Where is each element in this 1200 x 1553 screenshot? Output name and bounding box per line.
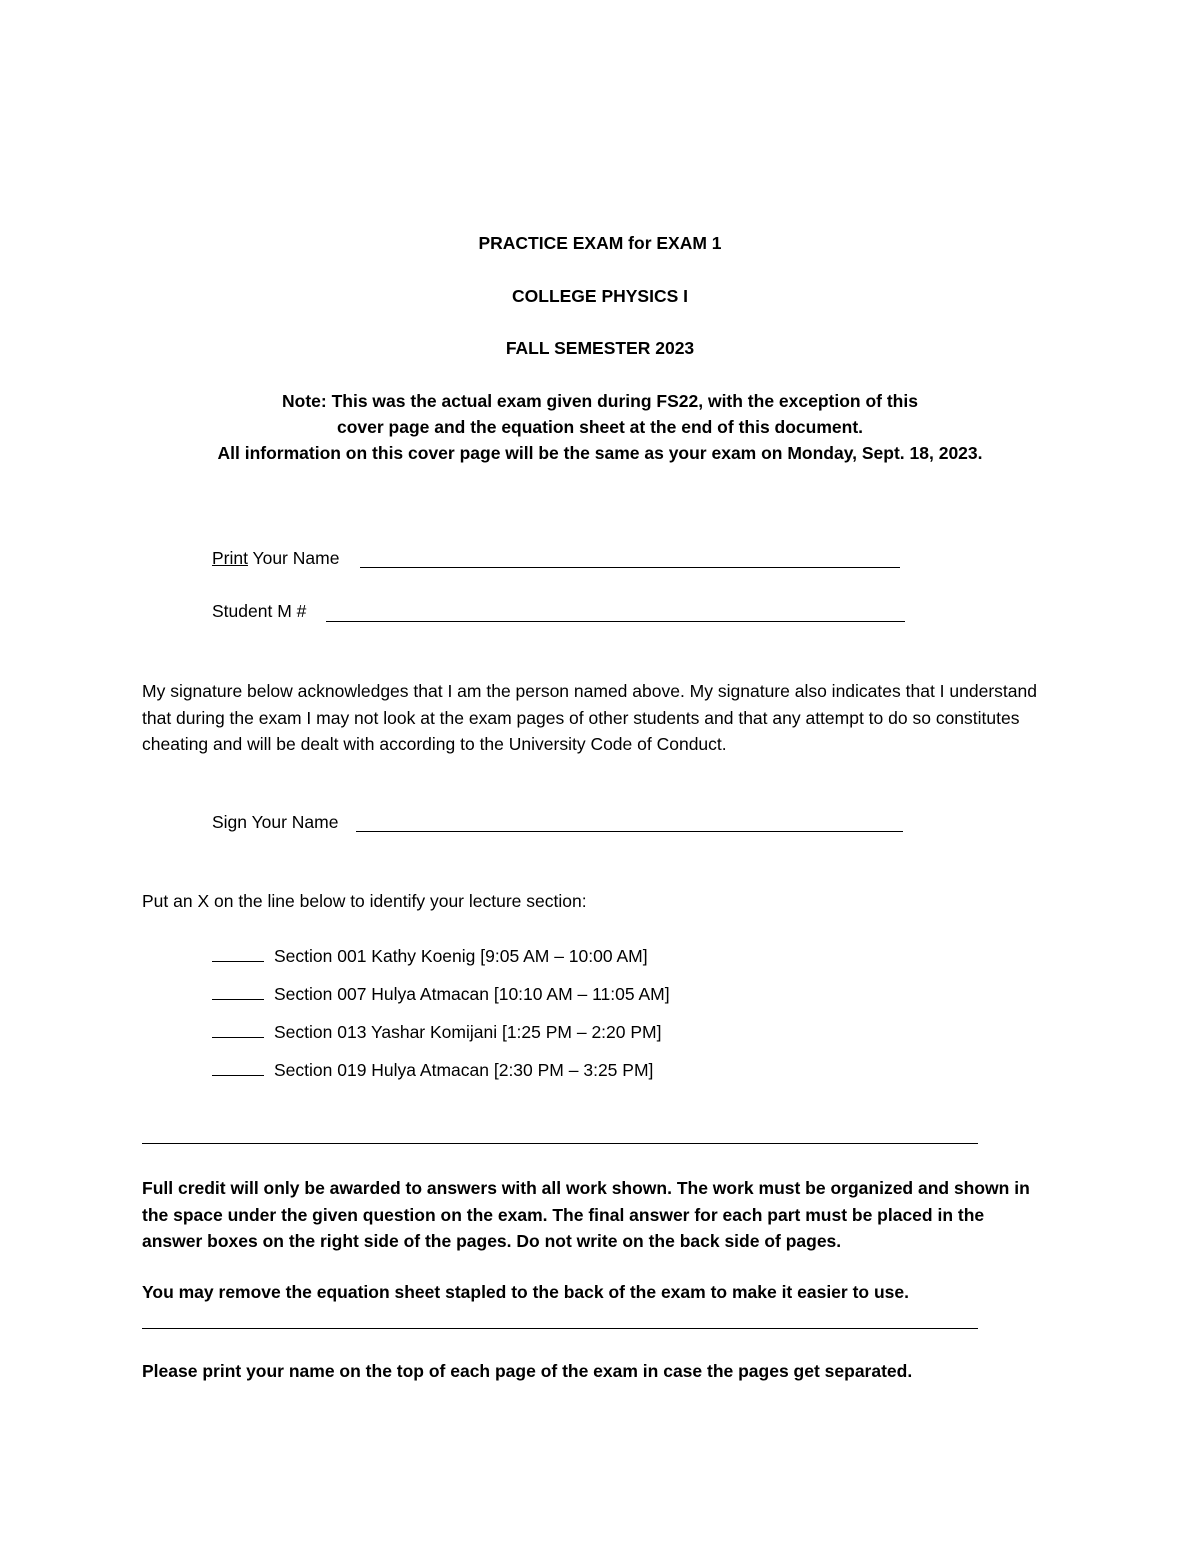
section-label: Section 001 Kathy Koenig [9:05 AM – 10:00 AM] (274, 946, 648, 966)
note-line-2: cover page and the equation sheet at the end of this document. (336, 417, 864, 437)
exam-title: PRACTICE EXAM for EXAM 1 (478, 233, 722, 253)
section-blank-line[interactable] (212, 985, 264, 1000)
section-label: Section 013 Yashar Komijani [1:25 PM – 2:20 PM] (274, 1022, 662, 1042)
section-label: Section 019 Hulya Atmacan [2:30 PM – 3:25 PM] (274, 1060, 654, 1080)
sign-name-label: Sign Your Name (212, 812, 339, 832)
section-option-007[interactable] (212, 981, 670, 1007)
signature-statement: My signature below acknowledges that I am the person named above. My signature also indicates that I understand that during the exam I may not look at the exam pages of other students and that any attempt to do so constitutes cheating and will be dealt with according to the University Code of Conduct. (142, 681, 1037, 754)
sign-name-line[interactable] (356, 831, 903, 832)
print-word: Print (212, 548, 248, 568)
section-option-019[interactable] (212, 1057, 653, 1083)
note-line-1: Note: This was the actual exam given during FS22, with the exception of this (282, 391, 918, 411)
section-blank-line[interactable] (212, 947, 264, 962)
section-prompt: Put an X on the line below to identify your lecture section: (142, 891, 587, 911)
print-name-rest: Your Name (247, 548, 340, 568)
section-blank-line[interactable] (212, 1061, 264, 1076)
divider-bottom (142, 1328, 978, 1329)
student-id-label: Student M # (212, 601, 307, 621)
student-id-line[interactable] (326, 621, 905, 622)
credit-instructions: Full credit will only be awarded to answers with all work shown. The work must be organized and shown in the space under the given question on the exam. The final answer for each part must be placed in the answer boxes on the right side of the pages. Do not write on the back side of pages. (142, 1178, 1030, 1251)
course-name: COLLEGE PHYSICS I (512, 286, 688, 306)
note-line-3: All information on this cover page will be the same as your exam on Monday, Sept. 18, 2023. (217, 443, 983, 463)
print-name-instruction: Please print your name on the top of each page of the exam in case the pages get separated. (142, 1361, 913, 1381)
section-option-013[interactable] (212, 1019, 662, 1045)
section-blank-line[interactable] (212, 1023, 264, 1038)
print-name-label (212, 545, 339, 571)
divider-top (142, 1143, 978, 1144)
term-label: FALL SEMESTER 2023 (505, 338, 695, 358)
section-label: Section 007 Hulya Atmacan [10:10 AM – 11:05 AM] (274, 984, 670, 1004)
equation-sheet-note: You may remove the equation sheet stapled to the back of the exam to make it easier to use. (142, 1282, 909, 1302)
section-option-001[interactable] (212, 943, 648, 969)
print-name-line[interactable] (360, 567, 900, 568)
